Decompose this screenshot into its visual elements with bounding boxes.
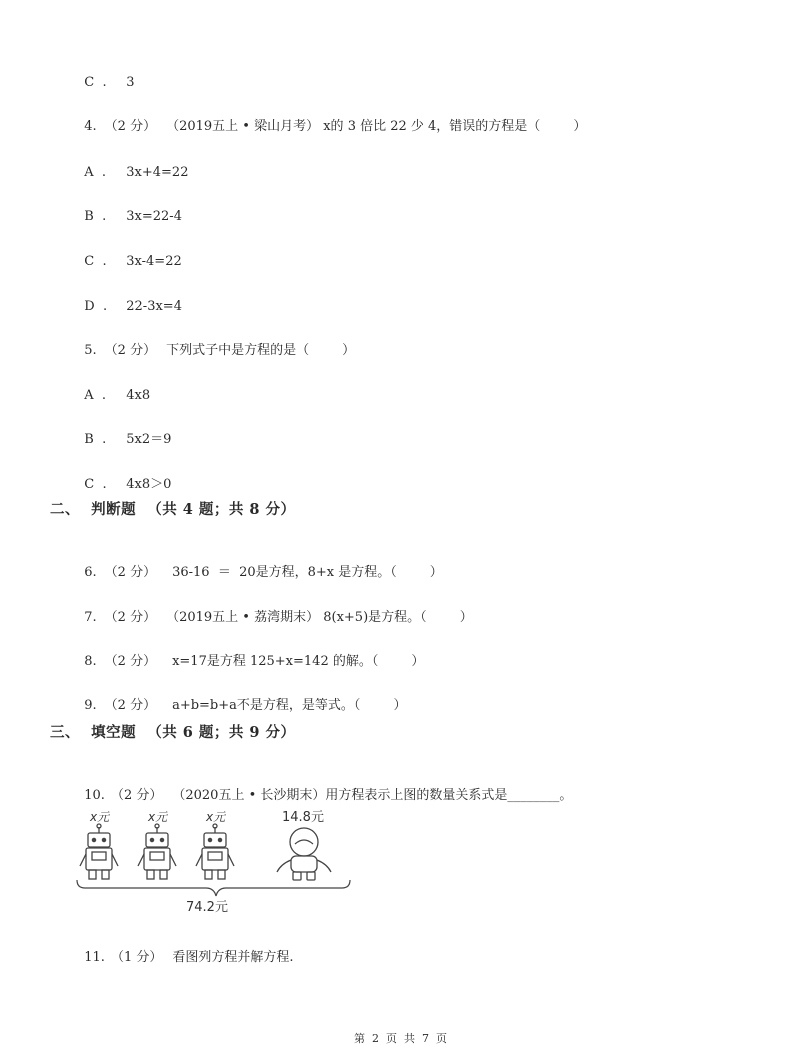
question-text: （2020五上 • 长沙期末）用方程表示上图的数量关系式是________。 [172, 788, 573, 803]
question-text: 下列式子中是方程的是（ ） [166, 343, 356, 358]
robot-icon [138, 824, 176, 879]
question-score: （2 分） [110, 788, 163, 803]
question-4 [76, 100, 586, 136]
question-8 [76, 635, 424, 671]
question-9 [76, 679, 406, 715]
question-score: （2 分） [104, 343, 157, 358]
q5-option-b [76, 413, 171, 449]
astronaut-toy-icon [277, 828, 331, 880]
robot-price-label: x元 [90, 810, 110, 824]
option-label: C . [84, 254, 107, 269]
question-number: 8. [84, 654, 97, 669]
option-text: 3x+4=22 [126, 165, 189, 180]
question-score: （2 分） [104, 565, 157, 580]
option-label: B . [84, 209, 107, 224]
option-label: B . [84, 432, 107, 447]
robot-icon [196, 824, 234, 879]
question-text: x=17是方程 125+x=142 的解。（ ） [172, 654, 425, 669]
robot-icon [80, 824, 118, 879]
q4-option-a [76, 146, 188, 182]
page-footer: 第 2 页 共 7 页 [354, 1032, 447, 1045]
question-5 [76, 324, 355, 360]
q4-option-b [76, 190, 182, 226]
question-6 [76, 546, 443, 582]
option-text: 3 [126, 75, 135, 90]
robot-price-label: x元 [148, 810, 168, 824]
astronaut-price-label: 14.8元 [282, 810, 324, 825]
option-label: D . [84, 299, 108, 314]
question-text: a+b=b+a不是方程，是等式。（ ） [172, 698, 407, 713]
option-label: C . [84, 75, 107, 90]
question-text: 36-16 ＝ 20是方程，8+x 是方程。（ ） [172, 565, 443, 580]
question-number: 10. [84, 788, 105, 803]
q4-option-d [76, 280, 182, 316]
question-10 [76, 769, 572, 805]
question-score: （2 分） [104, 654, 157, 669]
question-text: （2019五上 • 荔湾期末） 8(x+5)是方程。（ ） [166, 610, 473, 625]
option-text: 3x=22-4 [126, 209, 182, 224]
total-brace [77, 880, 350, 896]
question-number: 6. [84, 565, 97, 580]
question-score: （2 分） [104, 119, 157, 134]
section-heading-judgement: 二、 判断题 （共 4 题；共 8 分） [50, 501, 296, 518]
option-text: 5x2＝9 [126, 432, 172, 447]
robots-price-figure [74, 804, 364, 914]
question-text: （2019五上 • 梁山月考） x的 3 倍比 22 少 4，错误的方程是（ ） [166, 119, 587, 134]
question-score: （2 分） [104, 698, 157, 713]
section-heading-fill-blank: 三、 填空题 （共 6 题；共 9 分） [50, 724, 296, 741]
option-label: C . [84, 477, 107, 492]
total-price-label: 74.2元 [186, 900, 228, 914]
question-score: （2 分） [104, 610, 157, 625]
q5-option-c [76, 458, 171, 494]
question-number: 4. [84, 119, 97, 134]
robot-price-label: x元 [206, 810, 226, 824]
option-text: 4x8＞0 [126, 477, 172, 492]
q4-option-c [76, 235, 182, 271]
option-label: A . [84, 165, 107, 180]
question-7 [76, 591, 473, 627]
question-number: 5. [84, 343, 97, 358]
question-number: 9. [84, 698, 97, 713]
option-text: 3x-4=22 [126, 254, 182, 269]
option-text: 22-3x=4 [126, 299, 182, 314]
question-score: （1 分） [110, 950, 163, 965]
q5-option-a [76, 369, 150, 405]
question-11 [76, 931, 294, 967]
question-number: 7. [84, 610, 97, 625]
q3-option-c [76, 56, 135, 92]
question-number: 11. [84, 950, 105, 965]
option-label: A . [84, 388, 107, 403]
question-text: 看图列方程并解方程. [172, 950, 294, 965]
option-text: 4x8 [126, 388, 151, 403]
